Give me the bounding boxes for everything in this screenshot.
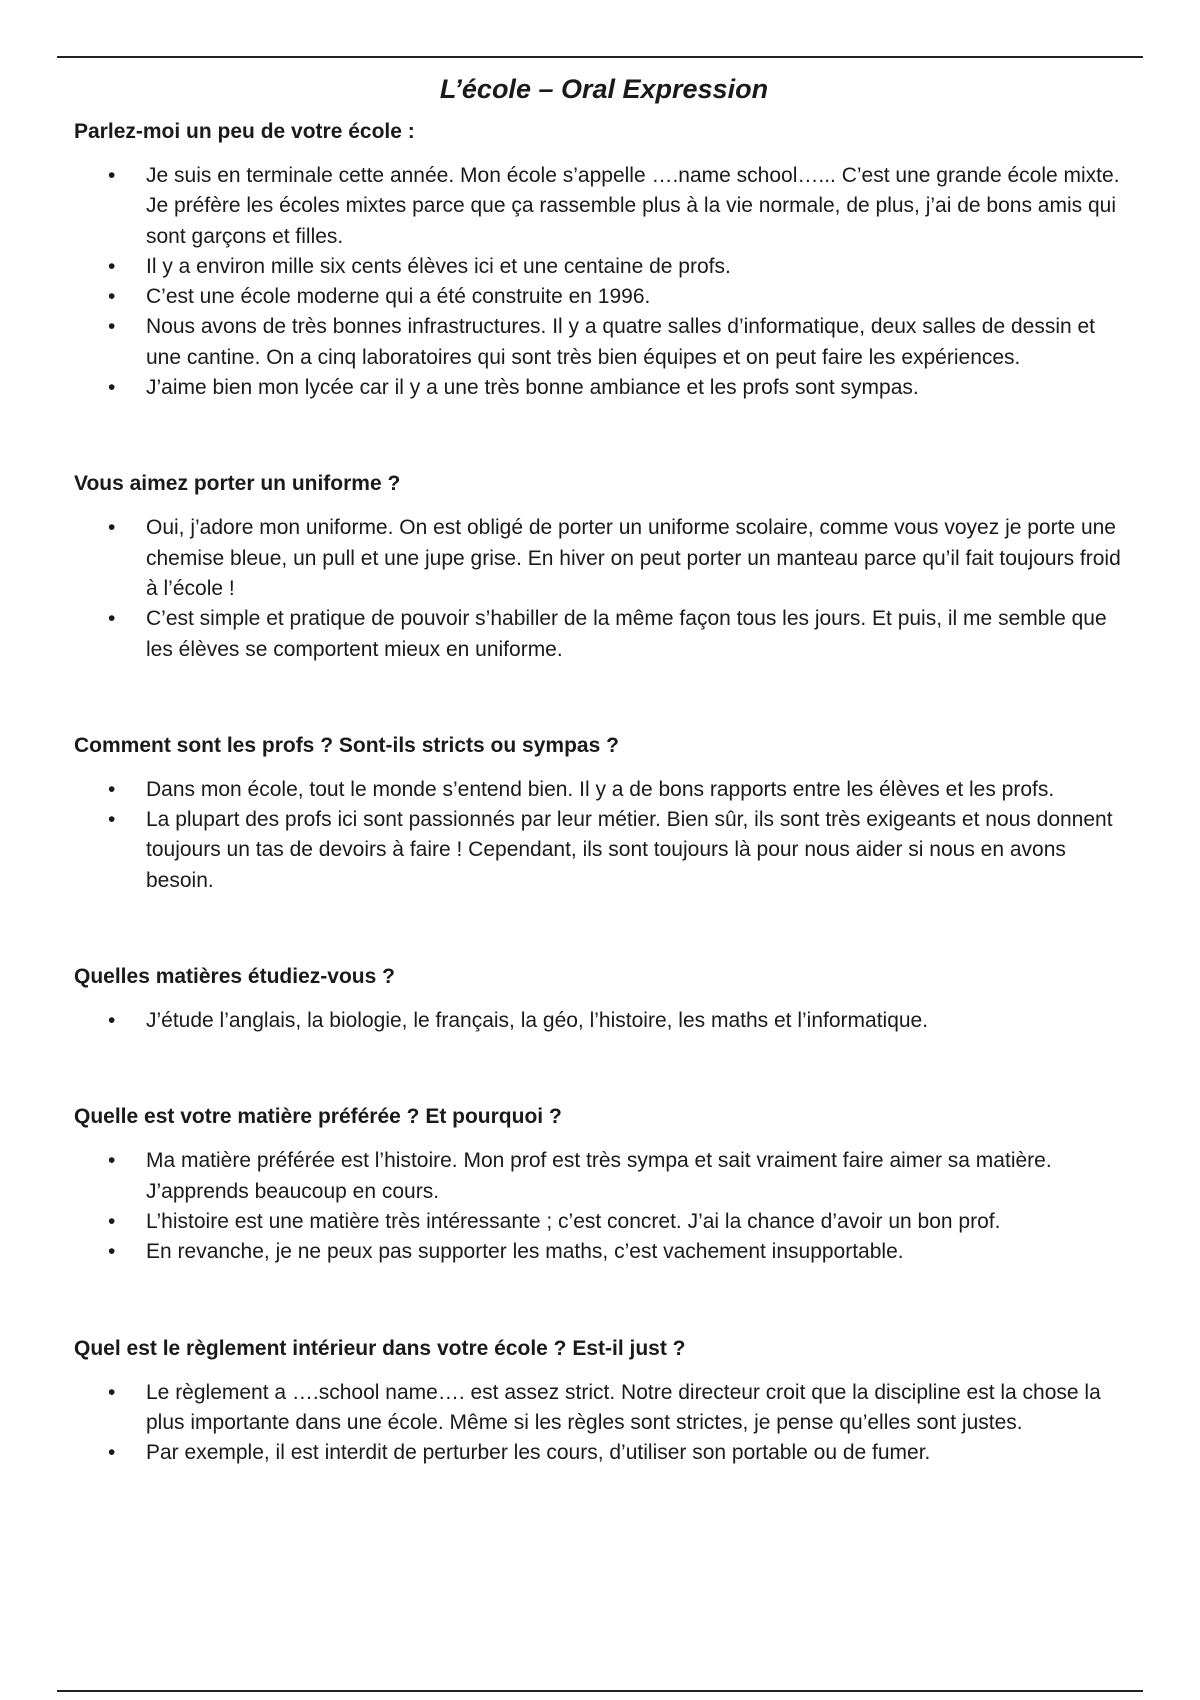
answer-list: [74, 1378, 1134, 1469]
answer-text: Il y a environ mille six cents élèves ici et une centaine de profs.: [146, 254, 731, 278]
list-item: [74, 1146, 1134, 1207]
answer-text: Oui, j’adore mon uniforme. On est obligé de porter un uniforme scolaire, comme vous voyez je porte une chemise bleue, un pull et une jupe grise. En hiver on peut porter un manteau parce qu’il fait toujours froid à l’école !: [146, 516, 1121, 600]
list-item: [74, 604, 1134, 665]
question-heading: Quel est le règlement intérieur dans votre école ? Est-il just ?: [74, 1336, 686, 1360]
list-item: [74, 513, 1134, 604]
bullet-icon: •: [108, 1240, 116, 1264]
answer-text: Par exemple, il est interdit de perturber les cours, d’utiliser son portable ou de fumer.: [146, 1441, 931, 1465]
bullet-icon: •: [108, 1009, 116, 1033]
list-item: [74, 1006, 1134, 1036]
bullet-icon: •: [108, 777, 116, 801]
bullet-icon: •: [108, 376, 116, 400]
list-item: [74, 1207, 1134, 1237]
top-rule: [57, 56, 1143, 58]
bullet-icon: •: [108, 808, 116, 832]
answer-text: Dans mon école, tout le monde s’entend bien. Il y a de bons rapports entre les élèves et les profs.: [146, 777, 1055, 801]
list-item: [74, 161, 1134, 252]
document-title: L’école – Oral Expression: [439, 74, 769, 104]
bullet-icon: •: [108, 315, 116, 339]
section-subjects: [74, 963, 1134, 1036]
list-item: [74, 1438, 1134, 1468]
bottom-rule: [57, 1690, 1143, 1692]
answer-text: En revanche, je ne peux pas supporter les maths, c’est vachement insupportable.: [146, 1240, 904, 1264]
question-heading: Comment sont les profs ? Sont-ils stricts ou sympas ?: [74, 733, 619, 757]
answer-text: Le règlement a ….school name…. est assez strict. Notre directeur croit que la discipline est la chose la plus importante dans une école. Même si les règles sont strictes, je pense qu’elles sont justes.: [146, 1380, 1101, 1434]
bullet-icon: •: [108, 254, 116, 278]
bullet-icon: •: [108, 164, 116, 187]
answer-list: [74, 775, 1134, 896]
answer-list: [74, 161, 1134, 403]
list-item: [74, 252, 1134, 282]
answer-text: J’étude l’anglais, la biologie, le français, la géo, l’histoire, les maths et l’informatique.: [146, 1009, 929, 1033]
answer-text: Ma matière préférée est l’histoire. Mon prof est très sympa et sait vraiment faire aimer sa matière. J’apprends beaucoup en cours.: [146, 1149, 1052, 1203]
answer-text: J’aime bien mon lycée car il y a une très bonne ambiance et les profs sont sympas.: [146, 376, 919, 400]
section-favourite-subject: [74, 1103, 1134, 1267]
list-item: [74, 805, 1134, 896]
answer-list: [74, 1006, 1134, 1036]
section-uniform: [74, 470, 1134, 664]
answer-list: [74, 1146, 1134, 1267]
question-heading: Quelles matières étudiez-vous ?: [74, 965, 395, 989]
bullet-icon: •: [108, 1441, 116, 1465]
bullet-icon: •: [108, 607, 116, 631]
bullet-icon: •: [108, 1209, 116, 1233]
document-body: [74, 72, 1134, 1468]
list-item: [74, 282, 1134, 312]
list-item: [74, 1237, 1134, 1267]
section-teachers: [74, 732, 1134, 896]
answer-text: Je suis en terminale cette année. Mon école s’appelle ….name school…... C’est une grande école mixte. Je préfère les écoles mixtes parce que ça rassemble plus à la vie normale, de plus, j’ai de bons amis qui sont garçons et filles.: [146, 164, 1120, 248]
question-heading: Quelle est votre matière préférée ? Et pourquoi ?: [74, 1105, 562, 1129]
answer-text: C’est simple et pratique de pouvoir s’habiller de la même façon tous les jours. Et puis, il me semble que les élèves se comportent mieux en uniforme.: [146, 607, 1107, 661]
answer-list: [74, 513, 1134, 664]
answer-text: L’histoire est une matière très intéressante ; c’est concret. J’ai la chance d’avoir un bon prof.: [146, 1209, 1001, 1233]
question-heading: Parlez-moi un peu de votre école :: [74, 120, 415, 143]
answer-text: La plupart des profs ici sont passionnés par leur métier. Bien sûr, ils sont très exigeants et nous donnent toujours un tas de devoirs à faire ! Cependant, ils sont toujours là pour nous aider si nous en avons besoin.: [146, 808, 1113, 892]
bullet-icon: •: [108, 1380, 116, 1404]
bullet-icon: •: [108, 1149, 116, 1173]
section-rules: [74, 1335, 1134, 1469]
list-item: [74, 775, 1134, 805]
list-item: [74, 1378, 1134, 1439]
bullet-icon: •: [108, 285, 116, 309]
bullet-icon: •: [108, 516, 116, 540]
answer-text: C’est une école moderne qui a été construite en 1996.: [146, 285, 651, 309]
answer-text: Nous avons de très bonnes infrastructures. Il y a quatre salles d’informatique, deux salles de dessin et une cantine. On a cinq laboratoires qui sont très bien équipes et on peut faire les expériences.: [146, 315, 1096, 369]
section-school: [74, 118, 1134, 403]
question-heading: Vous aimez porter un uniforme ?: [74, 472, 401, 496]
list-item: [74, 373, 1134, 403]
list-item: [74, 312, 1134, 373]
